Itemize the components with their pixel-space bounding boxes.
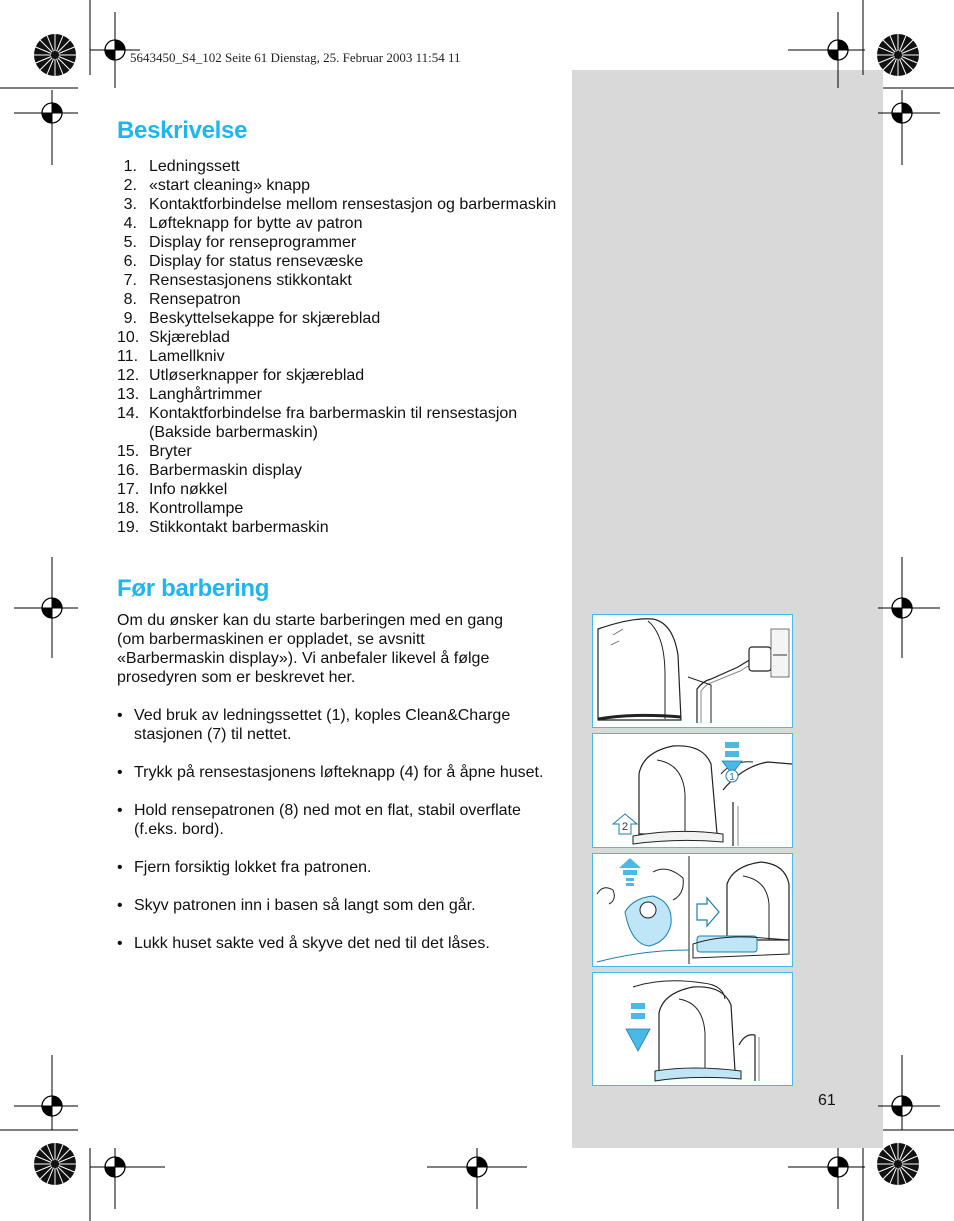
list-item — [117, 157, 557, 176]
item-number: 16. — [117, 462, 140, 479]
list-item — [117, 328, 557, 347]
list-item — [117, 271, 557, 290]
item-text: Rensepatron — [149, 291, 241, 308]
item-text: Kontaktforbindelse fra barbermaskin til rensestasjon (Bakside barbermaskin) — [149, 405, 518, 441]
instruction-item — [117, 934, 557, 953]
item-number: 10. — [117, 329, 140, 346]
item-text: Kontrollampe — [149, 500, 244, 517]
illustration-cartridge — [592, 853, 793, 967]
list-item — [117, 252, 557, 271]
instruction-text: Trykk på rensestasjonens løfteknapp (4) for å åpne huset. — [134, 764, 544, 781]
print-header: 5643450_S4_102 Seite 61 Dienstag, 25. Februar 2003 11:54 11 — [130, 50, 461, 65]
list-item — [117, 480, 557, 499]
item-text: Utløserknapper for skjæreblad — [149, 367, 365, 384]
item-text: Info nøkkel — [149, 481, 228, 498]
illustration-lift-button — [592, 733, 793, 848]
list-item — [117, 518, 557, 537]
list-item — [117, 309, 557, 328]
instruction-item — [117, 801, 557, 839]
instruction-text: Lukk huset sakte ved å skyve det ned til det låses. — [134, 935, 490, 952]
instruction-text: Hold rensepatronen (8) ned mot en flat, stabil overflate (f.eks. bord). — [134, 802, 521, 838]
item-text: Display for renseprogrammer — [149, 234, 357, 251]
step-label-2: 2 — [621, 821, 629, 833]
item-number: 8. — [123, 291, 137, 308]
list-item — [117, 366, 557, 385]
list-item — [117, 347, 557, 366]
item-text: «start cleaning» knapp — [149, 177, 310, 194]
item-number: 15. — [117, 443, 140, 460]
bullet: • — [117, 802, 123, 819]
instruction-item — [117, 858, 557, 877]
item-number: 12. — [117, 367, 140, 384]
illustration-close-housing — [592, 972, 793, 1086]
bullet: • — [117, 897, 123, 914]
section-title-description: Beskrivelse — [117, 117, 248, 144]
list-item — [117, 385, 557, 404]
list-item — [117, 176, 557, 195]
parts-list — [117, 157, 557, 537]
illustration-plug-in — [592, 614, 793, 728]
item-text: Display for status rensevæske — [149, 253, 364, 270]
item-number: 17. — [117, 481, 140, 498]
list-item — [117, 195, 557, 214]
item-number: 9. — [123, 310, 137, 327]
intro-paragraph: Om du ønsker kan du starte barberingen med en gang (om barbermaskinen er oppladet, se avsnitt «Barbermaskin display»). Vi anbefaler likevel å følge prosedyren som er beskrevet her. — [117, 612, 503, 686]
instruction-text: Ved bruk av ledningssettet (1), koples Clean&Charge stasjonen (7) til nettet. — [134, 707, 511, 743]
instruction-list — [117, 706, 557, 972]
list-item — [117, 442, 557, 461]
bullet: • — [117, 859, 123, 876]
item-number: 2. — [123, 177, 137, 194]
item-text: Langhårtrimmer — [149, 386, 262, 403]
item-number: 18. — [117, 500, 140, 517]
item-text: Bryter — [149, 443, 192, 460]
item-number: 3. — [123, 196, 137, 213]
list-item — [117, 404, 557, 442]
list-item — [117, 461, 557, 480]
instruction-item — [117, 706, 557, 744]
page-number: 61 — [818, 1092, 836, 1109]
list-item — [117, 290, 557, 309]
item-number: 11. — [117, 348, 139, 365]
list-item — [117, 214, 557, 233]
list-item — [117, 233, 557, 252]
item-text: Beskyttelsekappe for skjæreblad — [149, 310, 381, 327]
instruction-text: Fjern forsiktig lokket fra patronen. — [134, 859, 372, 876]
bullet: • — [117, 707, 123, 724]
item-text: Løfteknapp for bytte av patron — [149, 215, 363, 232]
item-text: Ledningssett — [149, 158, 240, 175]
list-item — [117, 499, 557, 518]
instruction-item — [117, 763, 557, 782]
step-label-1: 1 — [729, 772, 735, 783]
item-number: 19. — [117, 519, 140, 536]
item-text: Skjæreblad — [149, 329, 230, 346]
item-number: 6. — [123, 253, 137, 270]
bullet: • — [117, 935, 123, 952]
section-title-before-shaving: Før barbering — [117, 575, 270, 602]
item-number: 7. — [123, 272, 137, 289]
item-text: Stikkontakt barbermaskin — [149, 519, 329, 536]
instruction-text: Skyv patronen inn i basen så langt som den går. — [134, 897, 476, 914]
item-number: 13. — [117, 386, 140, 403]
bullet: • — [117, 764, 123, 781]
instruction-item — [117, 896, 557, 915]
item-number: 4. — [123, 215, 137, 232]
item-text: Lamellkniv — [149, 348, 225, 365]
item-text: Kontaktforbindelse mellom rensestasjon og barbermaskin — [149, 196, 557, 213]
item-number: 14. — [117, 405, 140, 422]
item-number: 5. — [123, 234, 137, 251]
item-number: 1. — [123, 158, 137, 175]
item-text: Barbermaskin display — [149, 462, 302, 479]
item-text: Rensestasjonens stikkontakt — [149, 272, 352, 289]
